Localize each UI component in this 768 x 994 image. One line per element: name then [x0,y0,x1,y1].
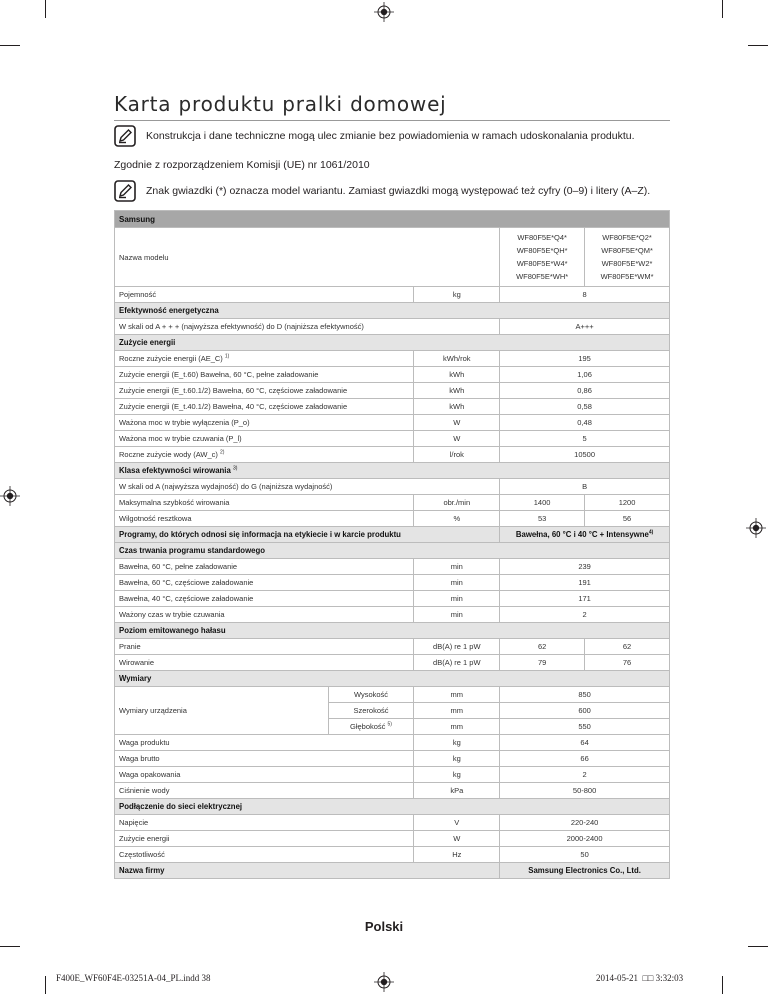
row-value-b: 56 [585,511,670,527]
row-unit: kWh [414,399,500,415]
row-value: 0,86 [500,383,670,399]
table-row [115,287,670,303]
table-row [115,495,670,511]
title-rule [114,120,670,121]
model-list-b [585,228,670,287]
row-value-a: 1400 [500,495,585,511]
row-value: 850 [500,687,670,703]
crop-mark [748,946,768,947]
registration-mark-icon [374,972,394,992]
row-value: 171 [500,591,670,607]
row-value: 5 [500,431,670,447]
section-header [115,303,670,319]
model-name: WF80F5E*WM* [600,272,654,281]
row-label: Bawełna, 60 °C, pełne załadowanie [115,559,414,575]
row-value: 0,58 [500,399,670,415]
section-title: Wymiary [115,671,670,687]
row-unit: kWh/rok [414,351,500,367]
row-label: Napięcie [115,815,414,831]
row-unit: Hz [414,847,500,863]
page-language: Polski [364,919,404,934]
brand-row [115,211,670,228]
row-label: Bawełna, 60 °C, częściowe załadowanie [115,575,414,591]
section-title: Programy, do których odnosi się informacja na etykiecie i w karcie produktu [115,527,500,543]
row-value: B [500,479,670,495]
table-row [115,351,670,367]
pencil-note-icon [114,125,136,147]
row-label: Częstotliwość [115,847,414,863]
table-row [115,847,670,863]
section-title: Podłączenie do sieci elektrycznej [115,799,670,815]
row-label: Wymiary urządzenia [115,687,329,735]
row-label: Ciśnienie wody [115,783,414,799]
table-row [115,815,670,831]
table-row [115,399,670,415]
row-value: 50 [500,847,670,863]
table-row [115,591,670,607]
section-title: Czas trwania programu standardowego [115,543,670,559]
row-unit: % [414,511,500,527]
model-name: WF80F5E*W4* [516,259,568,268]
row-value: 2000-2400 [500,831,670,847]
section-header [115,671,670,687]
row-unit: kPa [414,783,500,799]
row-unit: kWh [414,383,500,399]
note-text: Konstrukcja i dane techniczne mogą ulec zmianie bez powiadomienia w ramach udoskonalania produktu. [146,130,635,142]
row-unit: W [414,415,500,431]
table-row [115,767,670,783]
row-label: Ważona moc w trybie wyłączenia (P_o) [115,415,414,431]
crop-mark [45,0,46,18]
table-row [115,367,670,383]
table-row [115,655,670,671]
model-name: WF80F5E*Q2* [602,233,652,242]
crop-mark [722,0,723,18]
registration-mark-icon [374,2,394,22]
row-unit: kg [414,735,500,751]
row-sublabel: Głębokość $^{5)}$ [328,719,414,735]
table-row [115,831,670,847]
row-value-a: 62 [500,639,585,655]
row-unit: obr./min [414,495,500,511]
row-unit: min [414,607,500,623]
row-label: Bawełna, 40 °C, częściowe załadowanie [115,591,414,607]
row-value: A+++ [500,319,670,335]
brand-name: Samsung [115,211,670,228]
row-value: 600 [500,703,670,719]
row-label: Zużycie energii (E_t.60.1/2) Bawełna, 60 °C, częściowe załadowanie [115,383,414,399]
table-row [115,783,670,799]
file-slug: F400E_WF60F4E-03251A-04_PL.indd 38 [56,973,211,983]
row-label: Ważony czas w trybie czuwania [115,607,414,623]
row-value: 1,06 [500,367,670,383]
model-name: WF80F5E*Q4* [517,233,567,242]
row-value: Bawełna, 60 °C i 40 °C + Intensywne$^{4)}$ [500,527,670,543]
row-value-a: 79 [500,655,585,671]
model-label: Nazwa modelu [115,228,500,287]
crop-mark [722,976,723,994]
row-label: Zużycie energii (E_t.40.1/2) Bawełna, 40 °C, częściowe załadowanie [115,399,414,415]
row-value: 239 [500,559,670,575]
table-row [115,431,670,447]
row-value: 0,48 [500,415,670,431]
row-label: Pojemność [115,287,414,303]
table-row [115,559,670,575]
row-unit: kg [414,751,500,767]
row-sublabel: Szerokość [328,703,414,719]
row-unit: min [414,575,500,591]
row-value: 195 [500,351,670,367]
crop-mark [0,45,20,46]
row-unit: kg [414,287,500,303]
date-text: 2014-05-21 [596,973,638,983]
row-label: Wirowanie [115,655,414,671]
note-asterisk [114,180,650,202]
section-header [115,463,670,479]
section-header [115,863,670,879]
model-list-a [500,228,585,287]
registration-mark-icon [746,518,766,538]
table-row [115,319,670,335]
section-header [115,799,670,815]
crop-mark [0,946,20,947]
row-unit: mm [414,687,500,703]
row-unit: W [414,431,500,447]
crop-mark [748,45,768,46]
row-unit: mm [414,719,500,735]
section-header [115,623,670,639]
table-row [115,415,670,431]
registration-mark-icon [0,486,20,506]
table-row [115,735,670,751]
row-value: 2 [500,767,670,783]
row-unit: kg [414,767,500,783]
row-unit: min [414,559,500,575]
table-row [115,639,670,655]
table-row [115,479,670,495]
section-header [115,543,670,559]
page-title: Karta produktu pralki domowej [114,92,447,116]
section-header [115,335,670,351]
row-unit: V [414,815,500,831]
row-value: 550 [500,719,670,735]
row-label: W skali od A + + + (najwyższa efektywność) do D (najniższa efektywność) [115,319,500,335]
table-row [115,607,670,623]
table-row [115,383,670,399]
crop-mark [45,976,46,994]
row-label: Zużycie energii (E_t.60) Bawełna, 60 °C, pełne załadowanie [115,367,414,383]
table-row [115,687,670,703]
table-row [115,575,670,591]
row-value: Samsung Electronics Co., Ltd. [500,863,670,879]
row-unit: l/rok [414,447,500,463]
time-text: □□ 3:32:03 [642,973,684,983]
section-header [115,527,670,543]
row-value: 191 [500,575,670,591]
row-unit: dB(A) re 1 pW [414,639,500,655]
row-value-b: 62 [585,639,670,655]
table-row [115,751,670,767]
product-spec-table [114,210,670,879]
row-label: Waga produktu [115,735,414,751]
row-value: 66 [500,751,670,767]
row-unit: W [414,831,500,847]
row-label: Zużycie energii [115,831,414,847]
row-label: Roczne zużycie energii (AE_C) $^{1)}$ [115,351,414,367]
row-value: 50-800 [500,783,670,799]
row-value: 64 [500,735,670,751]
row-sublabel: Wysokość [328,687,414,703]
model-name: WF80F5E*QH* [516,246,568,255]
row-label: Waga brutto [115,751,414,767]
row-label: Ważona moc w trybie czuwania (P_l) [115,431,414,447]
row-label: Wilgotność resztkowa [115,511,414,527]
print-date [596,973,683,983]
row-label: Pranie [115,639,414,655]
pencil-note-icon [114,180,136,202]
table-row [115,228,670,287]
model-name: WF80F5E*WH* [516,272,569,281]
section-title: Klasa efektywności wirowania $^{3)}$ [115,463,670,479]
section-title: Poziom emitowanego hałasu [115,623,670,639]
note-text: Znak gwiazdki (*) oznacza model wariantu. Zamiast gwiazdki mogą występować też cyfry (0–9) i litery (A–Z). [146,185,651,197]
section-title: Zużycie energii [115,335,670,351]
row-value-b: 76 [585,655,670,671]
row-unit: mm [414,703,500,719]
row-value: 8 [500,287,670,303]
note-design-change [114,125,635,147]
model-name: WF80F5E*QM* [601,246,653,255]
section-title: Efektywność energetyczna [115,303,670,319]
row-value-b: 1200 [585,495,670,511]
row-label: Maksymalna szybkość wirowania [115,495,414,511]
section-title: Nazwa firmy [115,863,500,879]
table-row [115,511,670,527]
row-label: W skali od A (najwyższa wydajność) do G (najniższa wydajność) [115,479,500,495]
row-unit: kWh [414,367,500,383]
row-value-a: 53 [500,511,585,527]
row-value: 2 [500,607,670,623]
model-name: WF80F5E*W2* [601,259,653,268]
row-unit: min [414,591,500,607]
row-label: Roczne zużycie wody (AW_c) $^{2)}$ [115,447,414,463]
row-label: Waga opakowania [115,767,414,783]
table-row [115,447,670,463]
regulation-text: Zgodnie z rozporządzeniem Komisji (UE) nr 1061/2010 [114,159,370,171]
row-unit: dB(A) re 1 pW [414,655,500,671]
row-value: 10500 [500,447,670,463]
row-value: 220-240 [500,815,670,831]
